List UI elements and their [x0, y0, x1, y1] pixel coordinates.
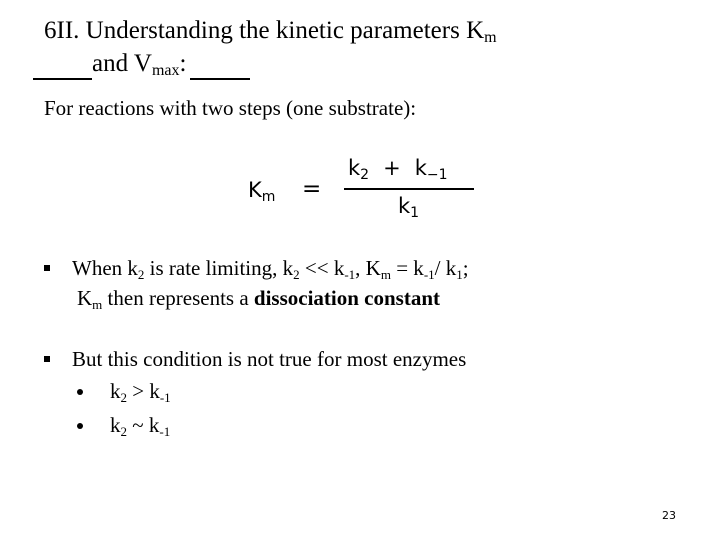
equation-denominator: k1 — [398, 194, 420, 221]
bullet-2-text: But this condition is not true for most enzymes — [72, 347, 467, 371]
equation-lhs: Km — [248, 178, 276, 205]
title-line-2: and $V_{max}$: — [92, 50, 187, 79]
bullet-1-line-1: When $k_2$ is rate limiting, $k_2 << k_{-1}$, $K_m = k_{-1}/$ $k_1$; — [72, 256, 469, 282]
title-line-1: 6II. Understanding the kinetic parameters $K_m$ — [44, 17, 497, 46]
title-underline-left — [33, 78, 92, 80]
sub-bullet-dot-1 — [77, 389, 83, 395]
intro-text: For reactions with two steps (one substrate): — [44, 96, 417, 120]
bullet-square-2 — [44, 356, 50, 362]
dissociation-constant-bold: dissociation constant — [253, 286, 441, 310]
equation-equals: = — [302, 176, 322, 202]
title-underline-right — [190, 78, 250, 80]
sub-bullet-dot-2 — [77, 423, 83, 429]
slide-title — [44, 14, 644, 80]
sub-bullet-2-text: $k_2$ ~ $k_{-1}$ — [110, 413, 171, 439]
km-equation — [248, 156, 488, 226]
page-number: 23 — [662, 509, 676, 522]
bullet-square-1 — [44, 265, 50, 271]
sub-bullet-1-text: $k_2 > k_{-1}$ — [110, 379, 171, 405]
bullet-1-line-2: $K_m$ then represents a dissociation constant — [77, 286, 441, 312]
fraction-bar — [344, 188, 474, 190]
equation-numerator: k2 + k−1 — [348, 156, 448, 183]
